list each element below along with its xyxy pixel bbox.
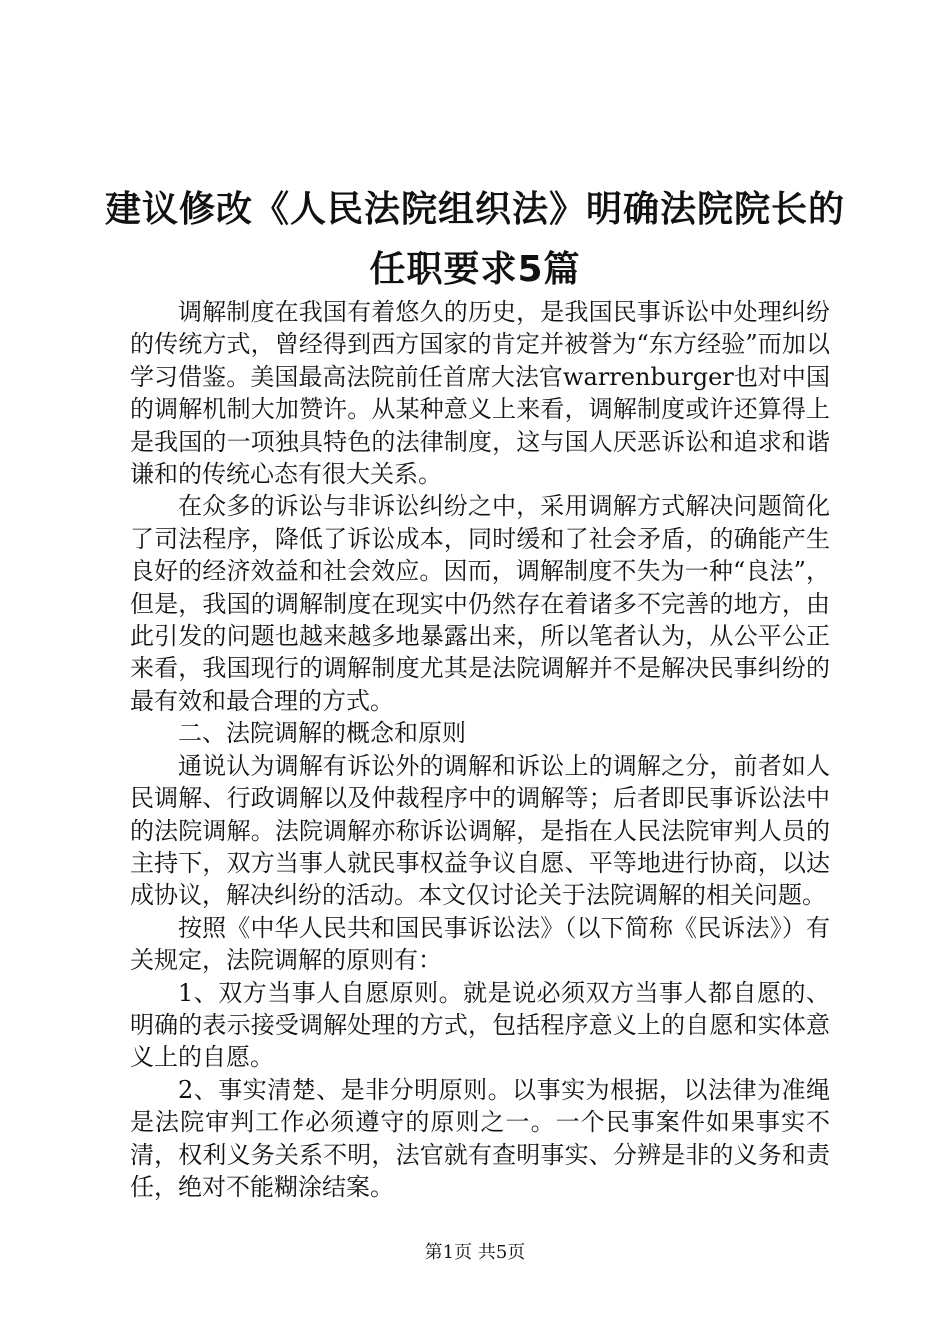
document-title-line-2: 任职要求5篇: [369, 249, 581, 290]
paragraph-1: 调解制度在我国有着悠久的历史，是我国民事诉讼中处理纠纷的传统方式，曾经得到西方国家的肯定并被誉为“东方经验”而加以学习借鉴。美国最高法院前任首席大法官warrenburger也对中国的调解机制大加赞许。从某种意义上来看，调解制度或许还算得上是我国的一项独具特色的法律制度，这与国人厌恶诉讼和追求和谐谦和的传统心态有很大关系。: [130, 298, 830, 489]
page-footer: 第1页 共5页: [424, 1242, 526, 1263]
document-body: [130, 296, 830, 1203]
principle-1: 1、双方当事人自愿原则。就是说必须双方当事人都自愿的、明确的表示接受调解处理的方式，包括程序意义上的自愿和实体意义上的自愿。: [130, 978, 830, 1072]
paragraph-4: 按照《中华人民共和国民事诉讼法》（以下简称《民诉法》）有关规定，法院调解的原则有：: [130, 913, 830, 975]
principle-2: 2、事实清楚、是非分明原则。以事实为根据，以法律为准绳是法院审判工作必须遵守的原则之一。一个民事案件如果事实不清，权利义务关系不明，法官就有查明事实、分辨是非的义务和责任，绝对不能糊涂结案。: [130, 1075, 830, 1201]
paragraph-2: 在众多的诉讼与非诉讼纠纷之中，采用调解方式解决问题简化了司法程序，降低了诉讼成本，同时缓和了社会矛盾，的确能产生良好的经济效益和社会效应。因而，调解制度不失为一种“良法”，但是，我国的调解制度在现实中仍然存在着诸多不完善的地方，由此引发的问题也越来越多地暴露出来，所以笔者认为，从公平公正来看，我国现行的调解制度尤其是法院调解并不是解决民事纠纷的最有效和最合理的方式。: [130, 492, 830, 715]
document-title-line-1: 建议修改《人民法院组织法》明确法院院长的: [104, 189, 845, 230]
paragraph-3: 通说认为调解有诉讼外的调解和诉讼上的调解之分，前者如人民调解、行政调解以及仲裁程序中的调解等；后者即民事诉讼法中的法院调解。法院调解亦称诉讼调解，是指在人民法院审判人员的主持下，双方当事人就民事权益争议自愿、平等地进行协商，以达成协议，解决纠纷的活动。本文仅讨论关于法院调解的相关问题。: [130, 751, 830, 910]
section-heading: 二、法院调解的概念和原则: [178, 719, 466, 748]
